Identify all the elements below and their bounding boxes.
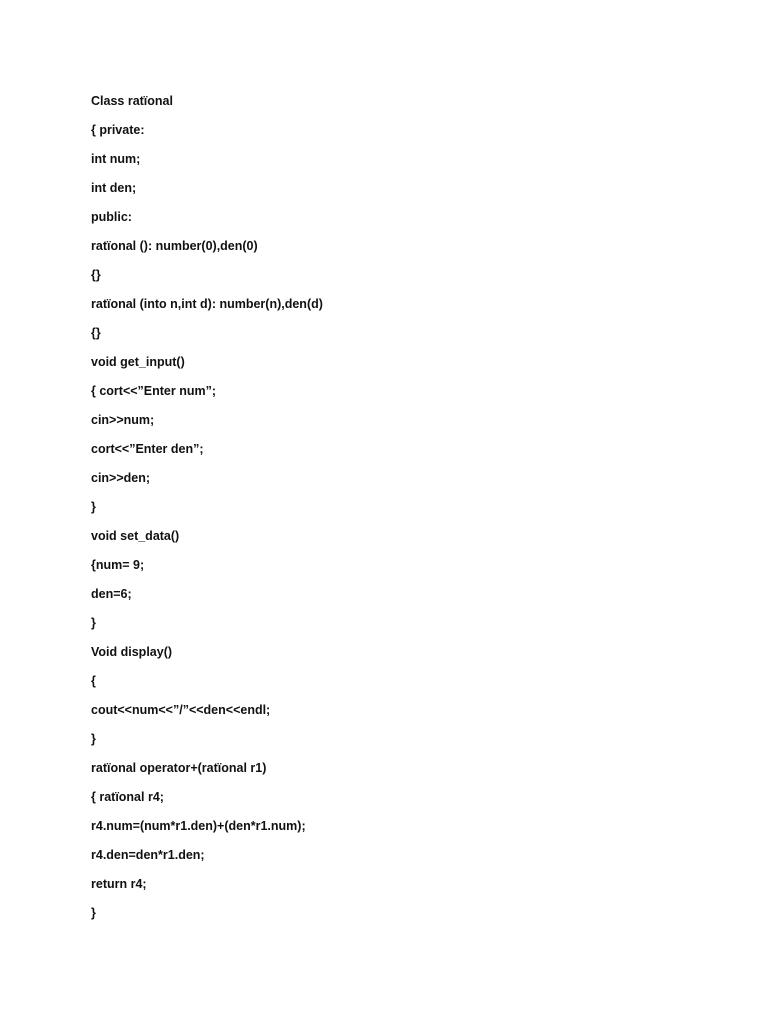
code-line: int num; <box>91 152 141 166</box>
code-line: cort<<”Enter den”; <box>91 442 204 456</box>
code-line: den=6; <box>91 587 132 601</box>
code-line: cout<<num<<”/”<<den<<endl; <box>91 703 271 717</box>
code-line: } <box>91 616 96 630</box>
code-line: } <box>91 500 96 514</box>
code-line: { cort<<”Enter num”; <box>91 384 217 398</box>
code-line: r4.den=den*r1.den; <box>91 848 205 862</box>
code-line: {} <box>91 326 101 340</box>
code-line: { <box>91 674 96 688</box>
code-line: { private: <box>91 123 145 137</box>
code-line: } <box>91 906 96 920</box>
code-line: {} <box>91 268 101 282</box>
code-line: Class ratïonal <box>91 94 173 108</box>
code-line: return r4; <box>91 877 147 891</box>
code-line: ratïonal operator+(ratïonal r1) <box>91 761 267 775</box>
code-line: Void display() <box>91 645 173 659</box>
code-line: ratïonal (into n,int d): number(n),den(d) <box>91 297 323 311</box>
code-line: public: <box>91 210 132 224</box>
code-line: { ratïonal r4; <box>91 790 164 804</box>
code-line: void get_input() <box>91 355 185 369</box>
code-line: cin>>den; <box>91 471 151 485</box>
code-line: r4.num=(num*r1.den)+(den*r1.num); <box>91 819 306 833</box>
code-line: {num= 9; <box>91 558 145 572</box>
code-line: ratïonal (): number(0),den(0) <box>91 239 258 253</box>
code-line: int den; <box>91 181 137 195</box>
code-line: cin>>num; <box>91 413 155 427</box>
code-text-block <box>91 93 323 934</box>
code-line: } <box>91 732 96 746</box>
code-line: void set_data() <box>91 529 180 543</box>
